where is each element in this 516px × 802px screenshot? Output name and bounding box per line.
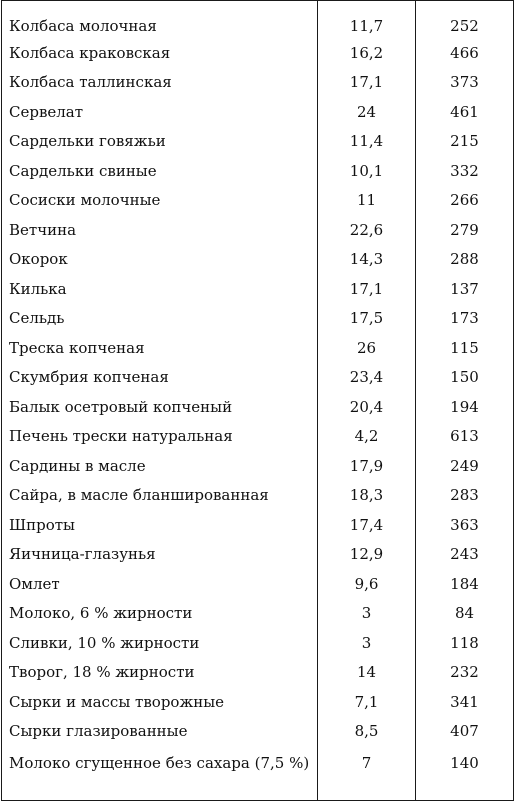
protein-value-cell: 17,1 [318, 272, 416, 302]
food-name-cell: Сайра, в масле бланшированная [2, 478, 318, 508]
table-row [2, 567, 514, 597]
food-name-cell: Сардельки говяжьи [2, 124, 318, 154]
table-row [2, 124, 514, 154]
protein-value-cell: 4,2 [318, 419, 416, 449]
protein-value-cell: 11,4 [318, 124, 416, 154]
energy-value-cell: 363 [416, 508, 514, 538]
food-name-cell: Килька [2, 272, 318, 302]
food-name-cell: Колбаса таллинская [2, 65, 318, 95]
protein-value-cell: 9,6 [318, 567, 416, 597]
protein-value-cell: 26 [318, 331, 416, 361]
table-row [2, 272, 514, 302]
food-composition-table [1, 0, 514, 801]
protein-value-cell: 16,2 [318, 36, 416, 66]
table-row [2, 213, 514, 243]
protein-value-cell: 17,5 [318, 301, 416, 331]
food-name-cell: Молоко, 6 % жирности [2, 596, 318, 626]
table-body [2, 1, 514, 801]
food-name-cell: Окорок [2, 242, 318, 272]
table-row [2, 95, 514, 125]
food-name-cell: Сардельки свиные [2, 154, 318, 184]
food-name-cell: Сосиски молочные [2, 183, 318, 213]
protein-value-cell: 24 [318, 95, 416, 125]
table-row [2, 154, 514, 184]
energy-value-cell: 613 [416, 419, 514, 449]
protein-value-cell: 18,3 [318, 478, 416, 508]
energy-value-cell: 215 [416, 124, 514, 154]
energy-value-cell: 173 [416, 301, 514, 331]
table-row [2, 449, 514, 479]
protein-value-cell: 11 [318, 183, 416, 213]
table-row [2, 65, 514, 95]
energy-value-cell: 373 [416, 65, 514, 95]
energy-value-cell: 232 [416, 655, 514, 685]
table-row [2, 360, 514, 390]
protein-value-cell: 20,4 [318, 390, 416, 420]
food-name-cell: Треска копченая [2, 331, 318, 361]
table-row [2, 390, 514, 420]
table-row [2, 685, 514, 715]
food-name-cell: Колбаса молочная [2, 1, 318, 36]
protein-value-cell: 7 [318, 744, 416, 801]
table-row [2, 537, 514, 567]
energy-value-cell: 118 [416, 626, 514, 656]
table-row [2, 478, 514, 508]
food-name-cell: Шпроты [2, 508, 318, 538]
food-name-cell: Сырки глазированные [2, 714, 318, 744]
table-row [2, 183, 514, 213]
protein-value-cell: 14,3 [318, 242, 416, 272]
energy-value-cell: 266 [416, 183, 514, 213]
food-name-cell: Сервелат [2, 95, 318, 125]
table-row [2, 626, 514, 656]
protein-value-cell: 17,9 [318, 449, 416, 479]
table-row [2, 331, 514, 361]
food-name-cell: Сардины в масле [2, 449, 318, 479]
protein-value-cell: 3 [318, 626, 416, 656]
table-row [2, 744, 514, 801]
protein-value-cell: 23,4 [318, 360, 416, 390]
protein-value-cell: 12,9 [318, 537, 416, 567]
energy-value-cell: 466 [416, 36, 514, 66]
table-row [2, 242, 514, 272]
energy-value-cell: 461 [416, 95, 514, 125]
protein-value-cell: 17,1 [318, 65, 416, 95]
food-name-cell: Ветчина [2, 213, 318, 243]
food-name-cell: Сырки и массы творожные [2, 685, 318, 715]
protein-value-cell: 11,7 [318, 1, 416, 36]
energy-value-cell: 332 [416, 154, 514, 184]
food-name-cell: Омлет [2, 567, 318, 597]
protein-value-cell: 17,4 [318, 508, 416, 538]
table-row [2, 714, 514, 744]
table-row [2, 301, 514, 331]
protein-value-cell: 14 [318, 655, 416, 685]
energy-value-cell: 249 [416, 449, 514, 479]
table-row [2, 1, 514, 36]
protein-value-cell: 3 [318, 596, 416, 626]
food-name-cell: Сливки, 10 % жирности [2, 626, 318, 656]
food-name-cell: Печень трески натуральная [2, 419, 318, 449]
food-name-cell: Колбаса краковская [2, 36, 318, 66]
table-row [2, 596, 514, 626]
energy-value-cell: 137 [416, 272, 514, 302]
protein-value-cell: 7,1 [318, 685, 416, 715]
energy-value-cell: 243 [416, 537, 514, 567]
table-row [2, 36, 514, 66]
table-row [2, 419, 514, 449]
energy-value-cell: 194 [416, 390, 514, 420]
food-name-cell: Сельдь [2, 301, 318, 331]
energy-value-cell: 115 [416, 331, 514, 361]
food-name-cell: Скумбрия копченая [2, 360, 318, 390]
energy-value-cell: 288 [416, 242, 514, 272]
food-name-cell: Яичница-глазунья [2, 537, 318, 567]
food-name-cell: Балык осетровый копченый [2, 390, 318, 420]
energy-value-cell: 150 [416, 360, 514, 390]
table-row [2, 655, 514, 685]
energy-value-cell: 84 [416, 596, 514, 626]
energy-value-cell: 184 [416, 567, 514, 597]
food-name-cell: Творог, 18 % жирности [2, 655, 318, 685]
energy-value-cell: 283 [416, 478, 514, 508]
energy-value-cell: 407 [416, 714, 514, 744]
protein-value-cell: 10,1 [318, 154, 416, 184]
energy-value-cell: 341 [416, 685, 514, 715]
protein-value-cell: 22,6 [318, 213, 416, 243]
energy-value-cell: 279 [416, 213, 514, 243]
energy-value-cell: 140 [416, 744, 514, 801]
food-name-cell: Молоко сгущенное без сахара (7,5 %) [2, 744, 318, 801]
energy-value-cell: 252 [416, 1, 514, 36]
table-row [2, 508, 514, 538]
protein-value-cell: 8,5 [318, 714, 416, 744]
